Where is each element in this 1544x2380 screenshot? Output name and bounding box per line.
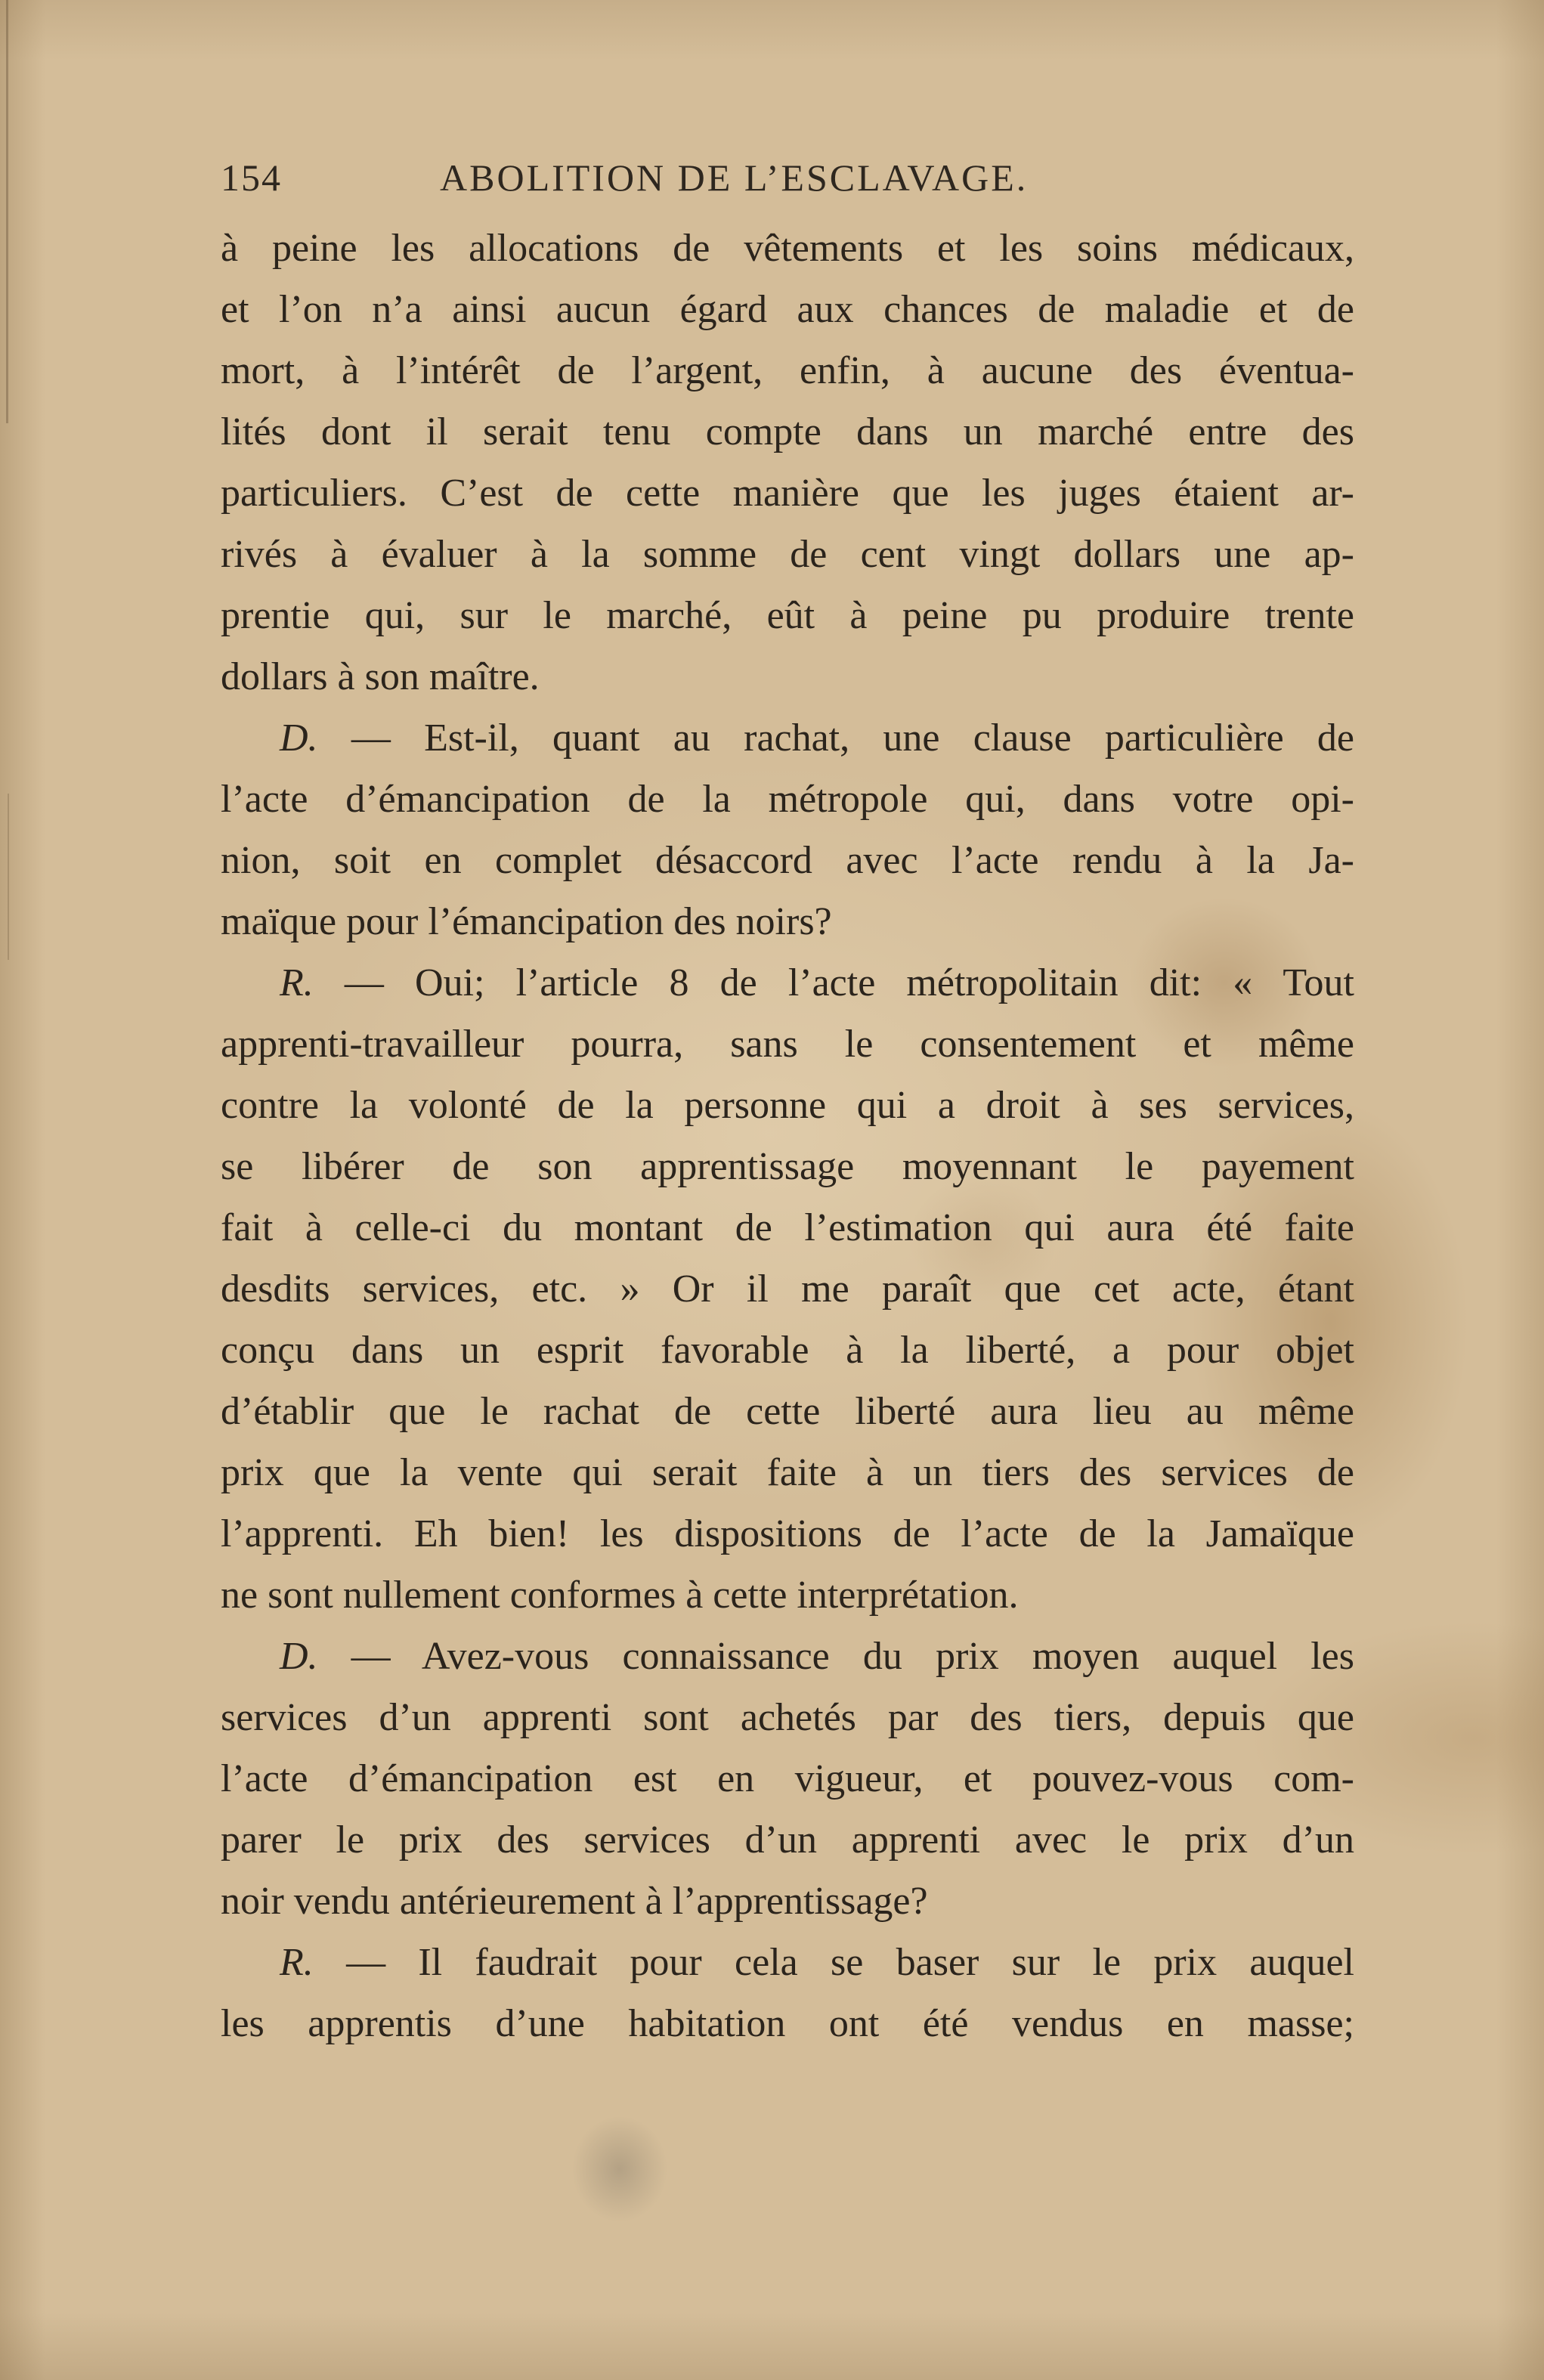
question-line: D. — Est-il, quant au rachat, une clause particulière de — [280, 716, 1354, 760]
text-line: apprenti-travailleur pourra, sans le consentement et même — [221, 1023, 1354, 1066]
text-line: mort, à l’intérêt de l’argent, enfin, à aucune des éventua- — [221, 349, 1354, 392]
page-header — [221, 156, 1354, 209]
text-line: à peine les allocations de vêtements et les soins médicaux, — [221, 227, 1354, 270]
text-line: prix que la vente qui serait faite à un tiers des services de — [221, 1451, 1354, 1494]
text-line: parer le prix des services d’un apprenti avec le prix d’un — [221, 1818, 1354, 1862]
text-line: l’acte d’émancipation de la métropole qui, dans votre opi- — [221, 778, 1354, 821]
running-head: ABOLITION DE L’ESCLAVAGE. — [440, 156, 1029, 199]
text-line: maïque pour l’émancipation des noirs? — [221, 900, 832, 943]
text-line: contre la volonté de la personne qui a droit à ses services, — [221, 1084, 1354, 1127]
speaker-label: D. — [280, 1635, 318, 1678]
text-line: desdits services, etc. » Or il me paraît que cet acte, étant — [221, 1267, 1354, 1311]
text-line: particuliers. C’est de cette manière que les juges étaient ar- — [221, 472, 1354, 515]
question-line: D. — Avez-vous connaissance du prix moyen auquel les — [280, 1635, 1354, 1678]
text-line: les apprentis d’une habitation ont été vendus en masse; — [221, 2002, 1354, 2045]
speaker-label: D. — [280, 716, 318, 760]
text-line: rivés à évaluer à la somme de cent vingt dollars une ap- — [221, 533, 1354, 576]
page-edge-shadow — [6, 0, 8, 423]
text-line: l’acte d’émancipation est en vigueur, et pouvez-vous com- — [221, 1757, 1354, 1800]
body-text — [221, 218, 1354, 2054]
text-line: noir vendu antérieurement à l’apprentissage? — [221, 1880, 928, 1923]
text-line: ne sont nullement conformes à cette interprétation. — [221, 1574, 1019, 1617]
text-line: l’apprenti. Eh bien! les dispositions de l’acte de la Jamaïque — [221, 1512, 1354, 1555]
text-line: lités dont il serait tenu compte dans un marché entre des — [221, 410, 1354, 453]
page-edge-shadow — [8, 794, 9, 960]
page-number: 154 — [221, 156, 282, 199]
text-line: se libérer de son apprentissage moyennant le payement — [221, 1145, 1354, 1188]
answer-line: R. — Il faudrait pour cela se baser sur le prix auquel — [280, 1941, 1354, 1984]
speaker-label: R. — [280, 961, 314, 1004]
text-line: fait à celle-ci du montant de l’estimation qui aura été faite — [221, 1206, 1354, 1249]
speaker-label: R. — [280, 1941, 314, 1984]
text-line: nion, soit en complet désaccord avec l’acte rendu à la Ja- — [221, 839, 1354, 882]
text-line: services d’un apprenti sont achetés par des tiers, depuis que — [221, 1696, 1354, 1739]
text-line: d’établir que le rachat de cette liberté aura lieu au même — [221, 1390, 1354, 1433]
answer-line: R. — Oui; l’article 8 de l’acte métropolitain dit: « Tout — [280, 961, 1354, 1004]
text-line: prentie qui, sur le marché, eût à peine pu produire trente — [221, 594, 1354, 637]
text-line: dollars à son maître. — [221, 655, 540, 698]
text-line: et l’on n’a ainsi aucun égard aux chances de maladie et de — [221, 288, 1354, 331]
text-line: conçu dans un esprit favorable à la liberté, a pour objet — [221, 1329, 1354, 1372]
